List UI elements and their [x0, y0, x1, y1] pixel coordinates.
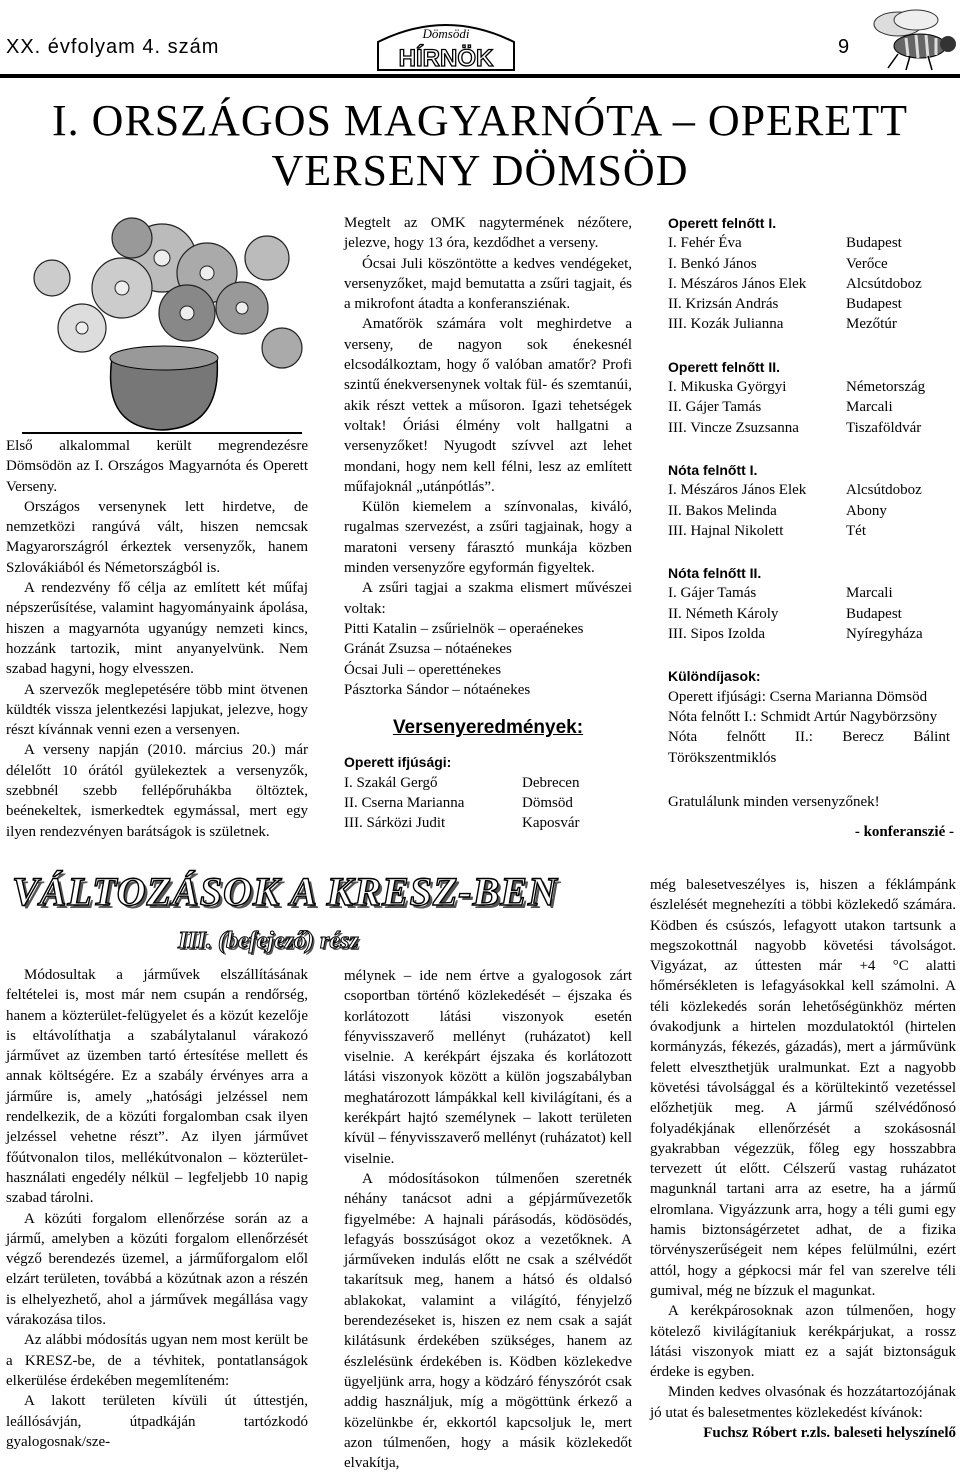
result-row	[668, 480, 958, 500]
result-name: I. Benkó János	[668, 255, 757, 272]
paragraph: Országos versenynek lett hirdetve, de nemzetközi rangúvá vált, hiszen nemcsak Magyarországról érkeztek versenyzők, hanem Szlovákiából és Németországból is.	[6, 498, 308, 576]
logo-top-text: Dömsödi	[422, 26, 470, 41]
congratulations: Gratulálunk minden versenyzőnek!	[668, 793, 880, 810]
result-row	[668, 501, 958, 521]
paragraph: Megtelt az OMK nagytermének nézőtere, jelezve, hogy 13 óra, kezdődhet a verseny.	[344, 215, 632, 252]
result-name: II. Németh Károly	[668, 605, 779, 622]
result-name: I. Mikuska Györgyi	[668, 379, 787, 396]
kresz-column-2	[344, 966, 632, 1473]
result-row	[344, 793, 632, 813]
result-row	[668, 521, 958, 541]
result-name: III. Sipos Izolda	[668, 626, 766, 643]
result-place: Budapest	[846, 605, 902, 622]
results-heading: Versenyeredmények:	[392, 717, 584, 739]
result-row	[668, 624, 958, 644]
result-place: Tiszaföldvár	[846, 419, 922, 436]
result-name: II. Gájer Tamás	[668, 399, 762, 416]
author-signature: - konferanszié -	[854, 824, 954, 841]
article-column-1	[6, 436, 308, 842]
result-place: Németország	[846, 379, 926, 396]
result-place: Mezőtúr	[846, 316, 897, 333]
result-row	[668, 254, 958, 274]
logo-bottom-text: HÍRNÖK	[398, 45, 494, 72]
paragraph: A zsűri tagjai a szakma elismert művészei voltak:	[344, 580, 632, 617]
paragraph: még balesetveszélyes is, hiszen a féklámpánk észlelését megnehezíti a többi közlekedő számára. Ködben és csúszós, lefagyott utakon tartsunk a megszokottnál nagyobb követési távolságot. Vigyázat, az úttesten már +4 °C alatti hőmérsékleten is lefagyásokkal kell számolni. A téli közlekedés során lehetőségünkhöz mérten óvakodjunk a hirtelen mozdulatoktól (hirtelen kormányzás, fékezés, gázadás), mert a járművünk felett elveszthetjük uralmunkat. Ezt a nagyobb követési távolsággal és a körültekintő vezetéssel előzhetjük meg. A jármű szélvédőnosó folyadékjának ellenőrzését a szokásosnál gyakrabban végezzük, főleg egy hosszabbra tervezett út előtt. Célszerű vastag ruházatot magunknál tartani arra az esetre, ha a jármű elromlana. Vigyázzunk arra, hogy a téli gumi egy hamis biztonságérzetet adhat, de a fizika törvényszerűségeit nem képes felülmúlni, ezért attól, hogy a gépkocsi már fel van szerelve téli gumival, még ne bízzuk el magunkat.	[650, 877, 956, 1299]
article-column-2	[344, 213, 632, 834]
kresz-column-1	[6, 965, 308, 1452]
result-name: III. Sárközi Judit	[344, 815, 446, 832]
result-row	[668, 233, 958, 253]
jury-item: Pitti Katalin – zsűrielnök – operaénekes	[344, 620, 584, 637]
paragraph: mélynek – ide nem értve a gyalogosok zárt csoportban történő közlekedését – éjszaka és korlátozott látási viszonyok esetén fényvisszaverő mellényt (ruházatot) kell viselnie. A kerékpárt éjszaka és korlátozott látási viszonyok között a külön jogszabályban meghatározott lámpákkal kell kivilágítani, és a kerékpárt hajtó személynek – lakott területen kívül – fényvisszaverő mellényt (ruházatot) kell viselnie.	[344, 968, 632, 1167]
result-place: Kaposvár	[522, 815, 580, 832]
special-award: Nóta felnőtt I.: Schmidt Artúr Nagybörzsöny	[668, 708, 938, 725]
header-rule	[0, 74, 960, 78]
result-name: I. Mészáros János Elek	[668, 482, 807, 499]
category-heading: Nóta felnőtt II.	[668, 565, 762, 582]
paragraph: Minden kedves olvasónak és hozzátartozójának jó utat és balesetmentes közlekedést kívánok:	[650, 1384, 956, 1421]
author-signature: Fuchsz Róbert r.zls. baleseti helyszínelő	[703, 1425, 956, 1442]
paragraph: A lakott területen kívüli út úttestjén, leállósávján, útpadkáján tartózkodó gyalogosnak/sze-	[6, 1393, 308, 1450]
result-name: II. Cserna Marianna	[344, 795, 465, 812]
jury-list	[344, 619, 632, 700]
newspaper-logo	[372, 4, 520, 76]
result-name: III. Hajnal Nikolett	[668, 522, 784, 539]
paragraph: A kerékpárosoknak azon túlmenően, hogy kötelező kivilágítaniuk kerékpárjukat, a rossz látási viszonyok miatt ez a saját biztonságuk érdeke is egyben.	[650, 1303, 956, 1381]
kresz-title: VÁLTOZÁSOK A KRESZ-BEN	[12, 869, 558, 914]
result-row	[668, 583, 958, 603]
result-name: I. Gájer Tamás	[668, 585, 757, 602]
flower-illustration	[12, 198, 312, 436]
result-place: Debrecen	[522, 774, 580, 791]
article-title	[0, 96, 960, 196]
title-line-1: I. ORSZÁGOS MAGYARNÓTA – OPERETT	[52, 96, 908, 145]
paragraph: Az alábbi módosítás ugyan nem most került be a KRESZ-be, de a tévhitek, pontatlanságok elkerülése érdekében megemlíteném:	[6, 1332, 308, 1389]
result-name: I. Szakál Gergő	[344, 774, 438, 791]
jury-item: Pásztorka Sándor – nótaénekes	[344, 681, 531, 698]
result-place: Budapest	[846, 235, 902, 252]
title-line-2: VERSENY DÖMSÖD	[271, 146, 689, 195]
paragraph: Ócsai Juli köszöntötte a kedves vendégeket, versenyzőket, majd bemutatta a zsűri tagjait, és a mikrofont átadta a konferansziénak.	[344, 255, 632, 313]
result-place: Dömsöd	[522, 795, 573, 812]
result-place: Nyíregyháza	[846, 626, 923, 643]
jury-item: Gránát Zsuzsa – nótaénekes	[344, 641, 512, 658]
result-row	[668, 397, 958, 417]
result-name: II. Bakos Melinda	[668, 502, 777, 519]
result-row	[344, 813, 632, 833]
result-place: Budapest	[846, 296, 902, 313]
result-place: Alcsútdoboz	[846, 275, 922, 292]
special-award: Nóta felnőtt II.: Berecz Bálint Törökszentmiklós	[668, 729, 950, 766]
paragraph: A módosításokon túlmenően szeretnék néhány tanácsot adni a gépjárművezetők figyelmébe: A hajnali párásodás, ködösödés, lefagyás bosszúságot okoz a vezetőknek. A járműveken indulás előtt ne csak a szélvédőt takarítsuk meg, hanem a hátsó és oldalsó ablakokat, valamint a világító, fényjelző berendezéseket is, hiszen ez nem csak a saját kilátásunk érdekében szükséges, hanem az észlelésünk érdekében is. Ködben közlekedve ügyeljünk arra, hogy a ködzáró fényszórót csak addig használjuk, míg a mögöttünk érkező a közelünkbe ér, ekkortól kapcsoljuk le, mert azon túlmenően, hogy a másik közlekedőt elvakítja,	[344, 1170, 632, 1472]
result-name: III. Vincze Zsuzsanna	[668, 419, 799, 436]
special-award: Operett ifjúsági: Cserna Marianna Dömsöd	[668, 688, 928, 705]
category-heading: Nóta felnőtt I.	[668, 461, 758, 478]
result-row	[668, 418, 958, 438]
result-place: Abony	[846, 502, 887, 519]
result-row	[668, 377, 958, 397]
jury-item: Ócsai Juli – operetténekes	[344, 661, 502, 678]
result-place: Verőce	[846, 255, 888, 272]
result-place: Alcsútdoboz	[846, 482, 922, 499]
result-row	[668, 274, 958, 294]
paragraph: A rendezvény fő célja az említett két műfaj népszerűsítése, valamint hagyományaink ápolása, hiszen a magyarnóta ugyanúgy nemzeti kincs, hozzánk tartozik, mint anyanyelvünk. Nem szabad hagyni, hogy elvesszen.	[6, 580, 308, 678]
result-row	[668, 314, 958, 334]
paragraph: A szervezők meglepetésére több mint ötvenen küldték vissza jelentkezési lapjukat, jelezve, hogy részt kívánnak venni ezen a versenyen.	[6, 681, 308, 739]
paragraph: Módosultak a járművek elszállításának feltételei is, most már nem csupán a rendőrség, hanem a közterület-felügyelet és a közút kezelője is eltávolíthatja a szabálytalanul várakozó járművet az üzemben tartó értesítése mellett és annak költségére. Ez a szabály érvényes arra a járműre is, amely „hatósági jelzéssel nem rendelkezik, de a közúti forgalomban csak ilyen jelzéssel vehetne részt”. Az ilyen járművet főútvonalon tilos, mellékútvonalon – közterület-használati engedély nélkül – legfeljebb 10 napig szabad tárolni.	[6, 967, 308, 1207]
category-heading: Operett ifjúsági:	[344, 754, 452, 771]
result-name: I. Fehér Éva	[668, 235, 742, 252]
result-place: Marcali	[846, 585, 893, 602]
result-row	[344, 773, 632, 793]
result-place: Marcali	[846, 399, 893, 416]
paragraph: Külön kiemelem a színvonalas, kiváló, rugalmas szervezést, a zsűri tagjainak, hogy a maratoni verseny fárasztó munkája közben minden versenyzőre egyformán figyeltek.	[344, 499, 632, 577]
paragraph: A közúti forgalom ellenőrzése során az a jármű, amelyben a közúti forgalom ellenőrzését végző berendezés üzemel, a járműforgalom elől elzárt területen, továbbá a közútnak azon a részén is elhelyezhető, ahol a járművek megállása vagy várakozása tilos.	[6, 1210, 308, 1329]
results-column	[668, 213, 958, 842]
issue-label: XX. évfolyam 4. szám	[6, 36, 220, 58]
result-name: I. Mészáros János Elek	[668, 275, 807, 292]
result-name: II. Krizsán András	[668, 296, 779, 313]
page-number: 9	[838, 36, 850, 58]
paragraph: A verseny napján (2010. március 20.) már délelőtt 10 órától gyülekeztek a versenyzők, szebbnél szebb fellépőruhákba öltöztek, beénekeltek, ismerkedtek egymással, mert egy ilyen rendezvényen barátságok is születnek.	[6, 742, 308, 840]
result-name: III. Kozák Julianna	[668, 316, 784, 333]
result-row	[668, 294, 958, 314]
bee-illustration	[858, 0, 960, 74]
category-heading: Operett felnőtt I.	[668, 215, 777, 231]
paragraph: Első alkalommal került megrendezésre Dömsödön az I. Országos Magyarnóta és Operett Verseny.	[6, 438, 308, 495]
result-row	[668, 604, 958, 624]
special-awards-heading: Különdíjasok:	[668, 668, 761, 685]
kresz-column-3	[650, 875, 956, 1443]
category-heading: Operett felnőtt II.	[668, 358, 780, 375]
paragraph: Amatőrök számára volt meghirdetve a verseny, de nagyon sok énekesnél elcsodálkoztam, hogy ő valóban amatőr? Profi szintű énekversenynek voltak fül- és szemtanúi, akik részt vettek a műsoron. Igazi tehetségek voltak! Óriási élmény volt hallgatni a versenyzőket! Nyugodt szívvel azt lehet mondani, hogy nem kell félni, lesz az említett műfajoknál „utánpótlás”.	[344, 316, 632, 495]
kresz-subtitle: III. (befejező) rész	[178, 928, 359, 954]
result-place: Tét	[846, 522, 866, 539]
